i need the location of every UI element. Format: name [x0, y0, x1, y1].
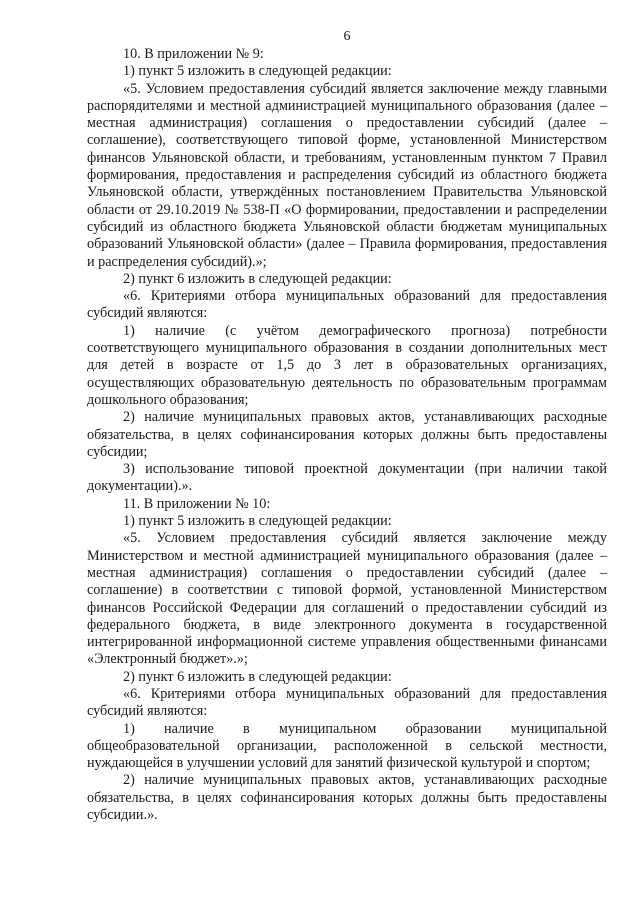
clause-6-intro: «6. Критериями отбора муниципальных образований для предоставления субсидий являются:	[87, 288, 607, 322]
section-heading-11: 11. В приложении № 10:	[123, 495, 271, 512]
item-1-heading: 1) пункт 5 изложить в следующей редакции:	[123, 513, 392, 530]
page-number: 6	[343, 29, 351, 44]
criterion-1: 1) наличие в муниципальном образовании муниципальной общеобразовательной организации, расположенной в сельской местности, нуждающейся в улучшении условий для занятий физической культурой и спортом;	[87, 720, 607, 772]
clause-6-intro: «6. Критериями отбора муниципальных образований для предоставления субсидий являются:	[87, 685, 607, 720]
criterion-1: 1) наличие (с учётом демографического прогноза) потребности соответствующего муниципального образования в создании дополнительных мест для детей в возрасте от 1,5 до 3 лет в образовательных организациях, осуществляющих образовательную деятельность по образовательным программам дошкольного образования;	[87, 322, 607, 408]
clause-5-text: «5. Условием предоставления субсидий является заключение между главными распорядителями и местной администрацией муниципального образования (далее – местная администрация) соглашения о предоставлении субсидий (далее – соглашение), соответствующего типовой форме, установленной Министерством финансов Ульяновской области, и требованиям, установленным пунктом 7 Правил формирования, предоставления и распределения субсидий из областного бюджета Ульяновской области, утверждённых постановлением Правительства Ульяновской области от 29.10.2019 № 538-П «О формировании, предоставлении и распределении субсидий из областного бюджета Ульяновской области бюджетам муниципальных образований Ульяновской области» (далее – Правила формирования, предоставления и распределения субсидий).»;	[87, 80, 607, 270]
section-heading-10: 10. В приложении № 9:	[123, 46, 264, 62]
item-1-heading: 1) пункт 5 изложить в следующей редакции:	[123, 63, 392, 80]
clause-5-text: «5. Условием предоставления субсидий является заключение между Министерством и местной администрацией муниципального образования (далее – местная администрация) соглашения о предоставлении субсидий (далее – соглашение) в соответствии с типовой формой, установленной Министерством финансов Российской Федерации для соглашений о предоставлении субсидий из федерального бюджета, в виде электронного документа в государственной интегрированной информационной системе управления общественными финансами «Электронный бюджет».»;	[87, 530, 607, 668]
criterion-2: 2) наличие муниципальных правовых актов, устанавливающих расходные обязательства, в целях софинансирования которых должны быть предоставлены субсидии.».	[87, 772, 607, 824]
document-page	[87, 28, 607, 824]
item-2-heading: 2) пункт 6 изложить в следующей редакции:	[123, 270, 392, 287]
item-2-heading: 2) пункт 6 изложить в следующей редакции:	[123, 668, 392, 685]
criterion-3: 3) использование типовой проектной документации (при наличии такой документации).».	[87, 461, 607, 495]
criterion-2: 2) наличие муниципальных правовых актов, устанавливающих расходные обязательства, в целях софинансирования которых должны быть предоставлены субсидии;	[87, 409, 607, 460]
